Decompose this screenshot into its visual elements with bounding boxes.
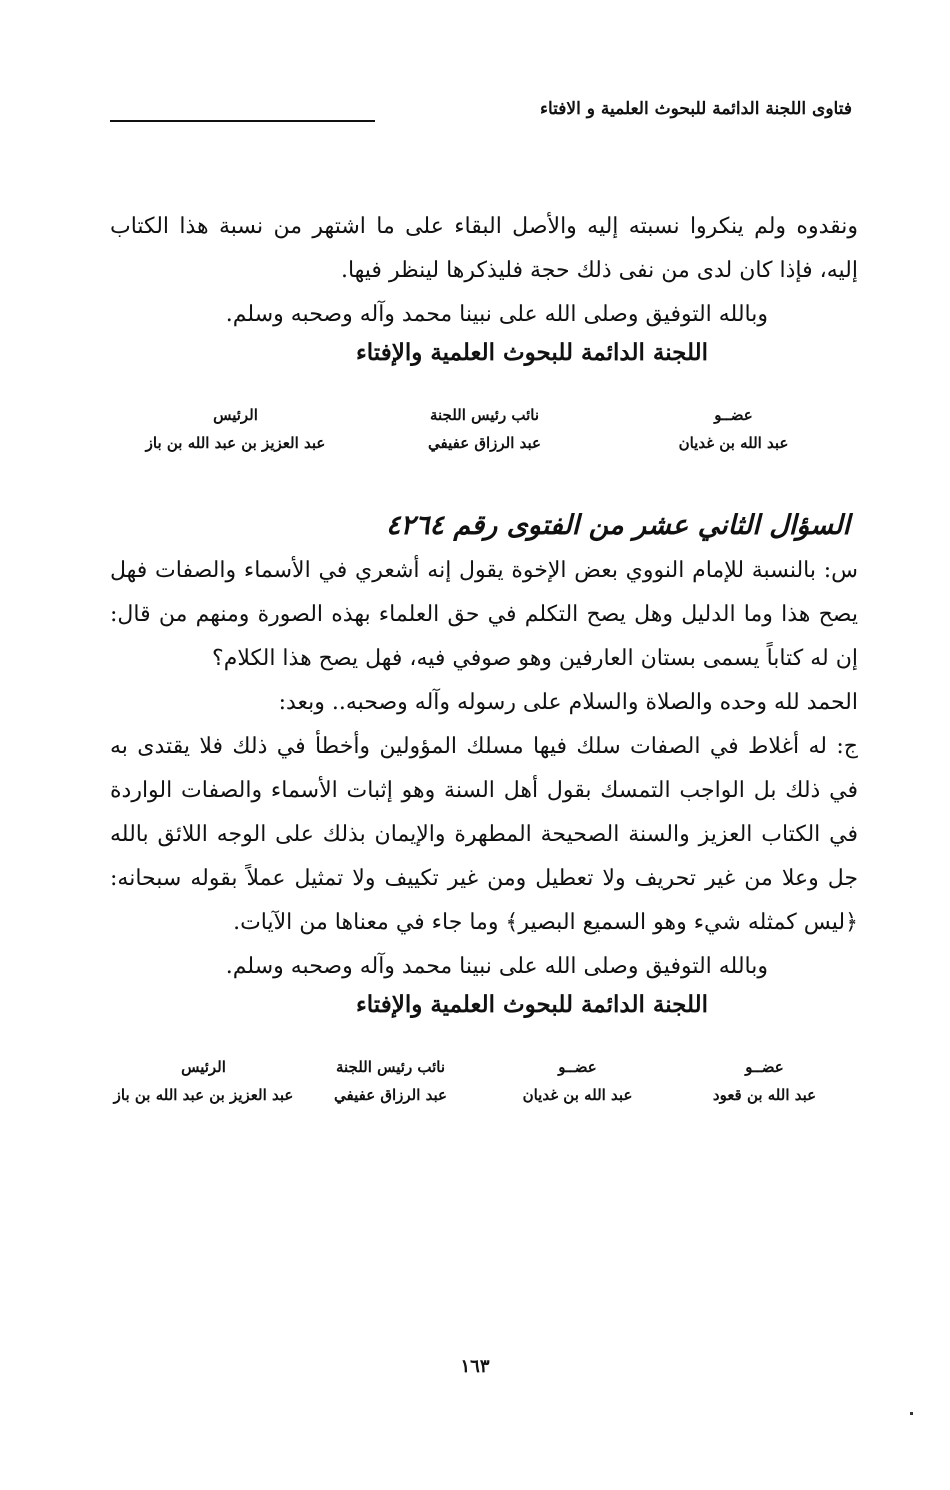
signature-name: عبد الرزاق عفيفي	[427, 434, 541, 452]
page-number: ١٦٣	[460, 1356, 490, 1377]
answer-text: ج: له أغلاط في الصفات سلك فيها مسلك المؤولين وأخطأ في ذلك فلا يقتدى به في ذلك بل الواجب التمسك بقول أهل السنة وهو إثبات الأسماء والصفات الواردة في الكتاب العزيز والسنة الصحيحة المطهرة والإيمان بذلك على الوجه اللائق بالله جل وعلا من غير تحريف ولا تعطيل ومن غير تكييف ولا تمثيل عملاً بقوله سبحانه: ﴿ليس كمثله شيء وهو السميع البصير﴾ وما جاء في معناها من الآيات.	[110, 734, 858, 935]
signature-president	[111, 401, 360, 475]
signature-member	[671, 1053, 858, 1127]
closing-formula-1: وبالله التوفيق وصلى الله على نبينا محمد وآله وصحبه وسلم.	[225, 302, 768, 327]
signatures-2	[110, 1053, 858, 1127]
signatures-1	[110, 401, 858, 475]
page-body	[110, 205, 858, 1127]
signature-member	[609, 401, 858, 475]
committee-name-2: اللجنة الدائمة للبحوث العلمية والإفتاء	[355, 991, 708, 1018]
signature-role: عضــو	[714, 406, 753, 424]
fatwa-continuation: ونقدوه ولم ينكروا نسبته إليه والأصل البقاء على ما اشتهر من نسبة هذا الكتاب إليه، فإذا كان لدى من نفى ذلك حجة فليذكرها لينظر فيها.	[110, 214, 858, 283]
signature-name: عبد الرزاق عفيفي	[333, 1086, 447, 1104]
signature-role: نائب رئيس اللجنة	[429, 406, 540, 424]
header-rule	[110, 120, 375, 122]
signature-name: عبد الله بن غديان	[522, 1086, 633, 1104]
question-title: السؤال الثاني عشر من الفتوى رقم ٤٢٦٤	[385, 510, 850, 541]
signature-role: عضــو	[745, 1058, 784, 1076]
running-header	[110, 98, 852, 128]
signature-role: عضــو	[558, 1058, 597, 1076]
header-title: فتاوى اللجنة الدائمة للبحوث العلمية و الافتاء	[540, 99, 852, 119]
signature-name: عبد الله بن غديان	[678, 434, 789, 452]
signature-vice-president	[297, 1053, 484, 1127]
committee-name-1: اللجنة الدائمة للبحوث العلمية والإفتاء	[355, 339, 708, 366]
signature-name: عبد العزيز بن عبد الله بن باز	[145, 434, 326, 452]
signature-member	[484, 1053, 671, 1127]
signature-vice-president	[360, 401, 609, 475]
signature-name: عبد الله بن قعود	[712, 1086, 817, 1104]
signature-role: الرئيس	[213, 406, 258, 424]
question-text: س: بالنسبة للإمام النووي بعض الإخوة يقول إنه أشعري في الأسماء والصفات فهل يصح هذا وما الدليل وهل يصح التكلم في حق العلماء بهذه الصورة ومنهم من قال: إن له كتاباً يسمى بستان العارفين وهو صوفي فيه، فهل يصح هذا الكلام؟	[110, 558, 858, 671]
signature-name: عبد العزيز بن عبد الله بن باز	[113, 1086, 294, 1104]
closing-formula-2: وبالله التوفيق وصلى الله على نبينا محمد وآله وصحبه وسلم.	[225, 954, 768, 979]
scan-mark	[910, 1412, 913, 1415]
signature-president	[110, 1053, 297, 1127]
signature-role: الرئيس	[181, 1058, 226, 1076]
signature-role: نائب رئيس اللجنة	[335, 1058, 446, 1076]
praise-text: الحمد لله وحده والصلاة والسلام على رسوله وآله وصحبه.. وبعد:	[278, 690, 858, 715]
